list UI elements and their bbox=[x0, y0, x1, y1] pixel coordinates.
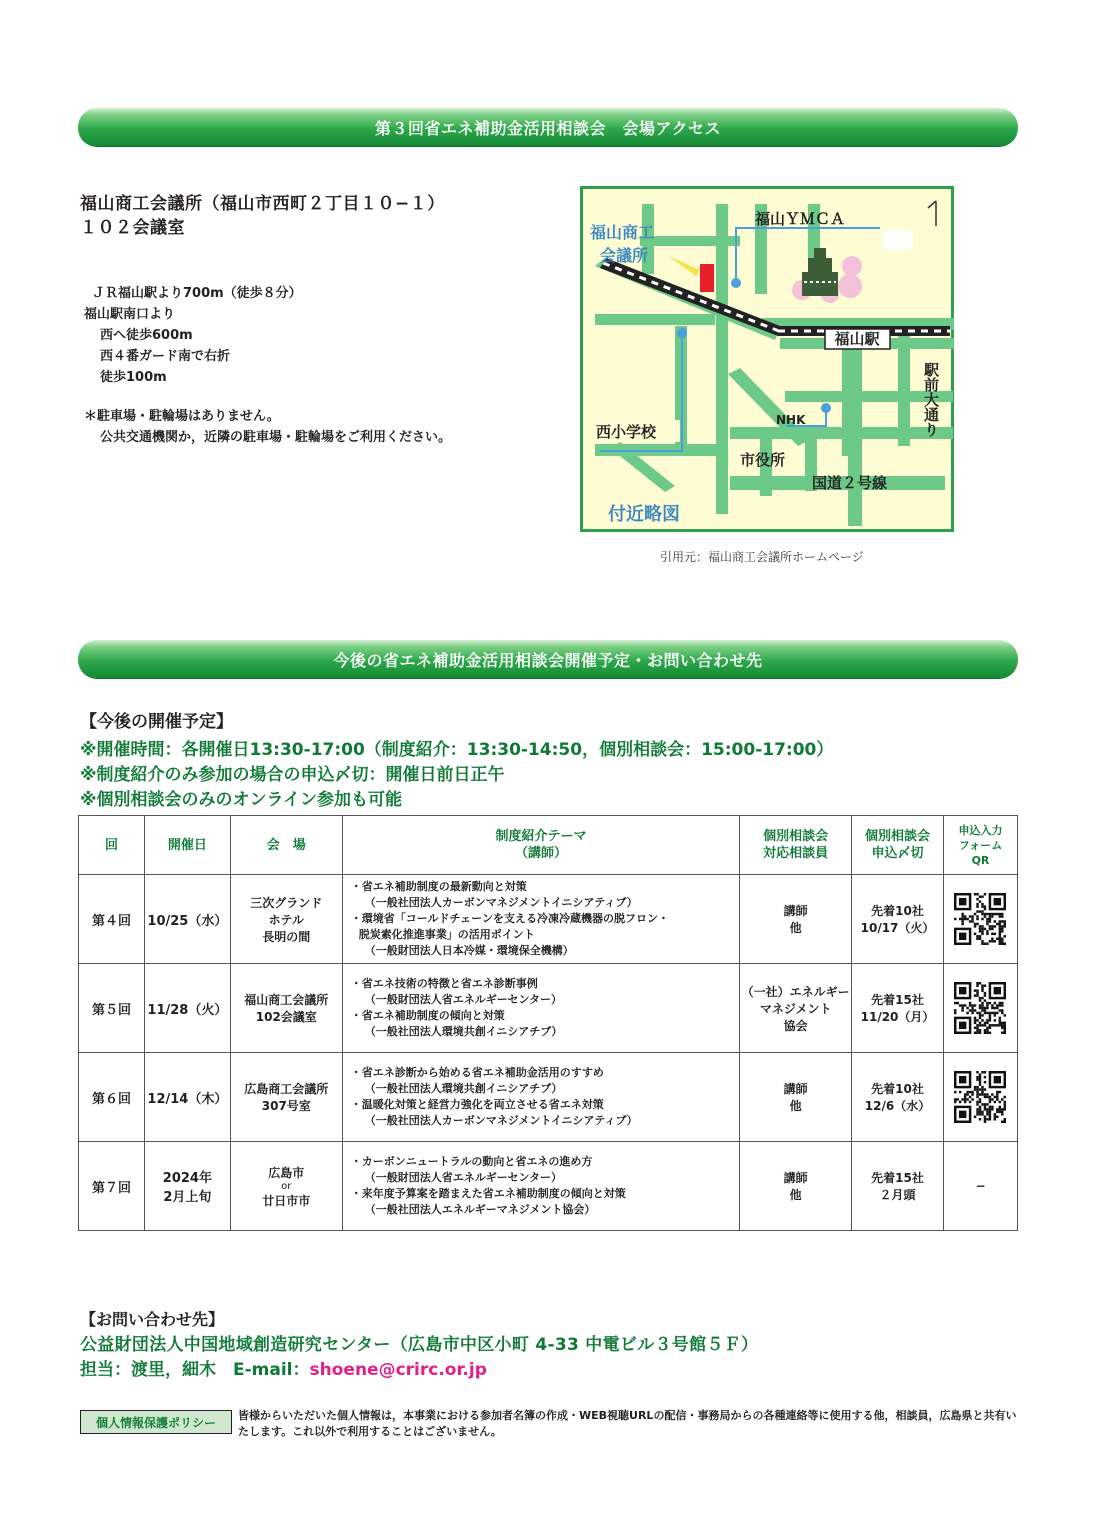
venue-cell: 広島商工会議所 307号室 bbox=[230, 1053, 342, 1142]
note-line: ※制度紹介のみ参加の場合の申込〆切：開催日前日正午 bbox=[80, 765, 505, 785]
date-cell: 12/14（木） bbox=[144, 1053, 230, 1142]
contact-heading: 【お問い合わせ先】 bbox=[80, 1310, 225, 1329]
round-cell: 第６回 bbox=[79, 1053, 145, 1142]
qr-code-icon[interactable] bbox=[954, 982, 1006, 1034]
date-cell: 2024年 2月上旬 bbox=[144, 1142, 230, 1231]
theme-cell: ・省エネ技術の特徴と省エネ診断事例 （一般財団法人省エネルギーセンター） ・省エネ補助制度の傾向と対策 （一般社団法人環境共創イニシアチブ） bbox=[342, 964, 739, 1053]
route2-label: 国道２号線 bbox=[812, 474, 888, 492]
deadline-cell: 先着15社 ２月頭 bbox=[852, 1142, 944, 1231]
ekimae-label: 駅前大通り bbox=[865, 362, 940, 380]
map-title: 付近略図 bbox=[608, 504, 680, 525]
round-cell: 第４回 bbox=[79, 875, 145, 964]
qr-cell[interactable] bbox=[943, 875, 1017, 964]
chamber-label: 福山商工 bbox=[590, 223, 655, 242]
email-link[interactable]: shoene@crirc.or.jp bbox=[309, 1360, 487, 1380]
access-line: 西４番ガード南で右折 bbox=[100, 349, 231, 364]
advisor-cell: 講師 他 bbox=[740, 1053, 852, 1142]
schedule-table bbox=[78, 815, 1018, 1231]
advisor-cell: 講師 他 bbox=[740, 875, 852, 964]
parking-line: ＊駐車場・駐輪場はありません。 bbox=[84, 409, 280, 424]
venue-address bbox=[80, 192, 445, 240]
nhk-label: NHK bbox=[776, 413, 806, 427]
room-line: １０２会議室 bbox=[80, 218, 185, 238]
theme-cell: ・省エネ補助制度の最新動向と対策 （一般社団法人カーボンマネジメントイニシアティブ） ・環境省「コールドチェーンを支える冷凍冷蔵機器の脱フロン・ 脱炭素化推進事業」の活用ポイント （一般財団法人日本冷媒・環境保全機構） bbox=[342, 875, 739, 964]
privacy-policy-badge: 個人情報保護ポリシー bbox=[80, 1410, 232, 1434]
deadline-cell: 先着10社 12/6（水） bbox=[852, 1053, 944, 1142]
table-row bbox=[79, 964, 1018, 1053]
map-blank-patch bbox=[883, 230, 913, 250]
advisor-cell: （一社）エネルギー マネジメント 協会 bbox=[740, 964, 852, 1053]
header-advisor: 個別相談会 対応相談員 bbox=[740, 816, 852, 875]
area-map bbox=[580, 186, 954, 532]
venue-cell: 三次グランド ホテル 長明の間 bbox=[230, 875, 342, 964]
qr-code-icon[interactable] bbox=[954, 893, 1006, 945]
venue-marker bbox=[700, 264, 714, 292]
header-theme: 制度紹介テーマ （講師） bbox=[342, 816, 739, 875]
venue-cell: 福山商工会議所 102会議室 bbox=[230, 964, 342, 1053]
theme-cell: ・省エネ診断から始める省エネ補助金活用のすすめ （一般社団法人環境共創イニシアチブ） ・温暖化対策と経営力強化を両立させる省エネ対策 （一般社団法人カーボンマネジメントイニシアティブ） bbox=[342, 1053, 739, 1142]
table-header-row bbox=[79, 816, 1018, 875]
table-row bbox=[79, 875, 1018, 964]
access-line: 西へ徒歩600m bbox=[100, 328, 193, 343]
header-qr: 申込入力 フォーム QR bbox=[943, 816, 1017, 875]
round-cell: 第５回 bbox=[79, 964, 145, 1053]
station-label: 福山駅 bbox=[834, 330, 880, 348]
header-date: 開催日 bbox=[144, 816, 230, 875]
address-line: 福山商工会議所（福山市西町２丁目１０−１） bbox=[80, 194, 445, 214]
header-venue: 会 場 bbox=[230, 816, 342, 875]
parking-note bbox=[84, 406, 451, 448]
header-round: 回 bbox=[79, 816, 145, 875]
parking-line: 公共交通機関か，近隣の駐車場・駐輪場をご利用ください。 bbox=[100, 430, 452, 445]
note-line: ※開催時間：各開催日13:30-17:00（制度紹介：13:30-14:50，個別相談会：15:00-17:00） bbox=[80, 740, 834, 760]
schedule-banner: 今後の省エネ補助金活用相談会開催予定・お問い合わせ先 bbox=[78, 640, 1018, 678]
schedule-notes bbox=[80, 738, 833, 813]
access-line: 福山駅南口より bbox=[84, 307, 176, 322]
school-label: 西小学校 bbox=[596, 423, 657, 441]
header-deadline: 個別相談会 申込〆切 bbox=[852, 816, 944, 875]
contact-person bbox=[80, 1355, 487, 1380]
schedule-heading: 【今後の開催予定】 bbox=[80, 712, 233, 732]
round-cell: 第７回 bbox=[79, 1142, 145, 1231]
advisor-cell: 講師 他 bbox=[740, 1142, 852, 1231]
chamber-label-2: 会議所 bbox=[600, 246, 649, 265]
table-row bbox=[79, 1053, 1018, 1142]
cityhall-label: 市役所 bbox=[740, 451, 786, 469]
access-directions bbox=[84, 283, 302, 388]
contact-person-label: 担当：渡里，細木 E-mail： bbox=[80, 1360, 310, 1380]
deadline-cell: 先着10社 10/17（火） bbox=[852, 875, 944, 964]
date-cell: 10/25（水） bbox=[144, 875, 230, 964]
ymca-label: 福山ＹＭＣＡ bbox=[755, 210, 846, 228]
privacy-policy-text: 皆様からいただいた個人情報は，本事業における参加者名簿の作成・WEB視聴URLの配信・事務局からの各種連絡等に使用する他，相談員，広島県と共有いたします。これ以外で利用することはございません。 bbox=[238, 1409, 1017, 1438]
access-banner: 第３回省エネ補助金活用相談会 会場アクセス bbox=[78, 108, 1018, 146]
venue-cell: 広島市 or 廿日市市 bbox=[230, 1142, 342, 1231]
map-caption: 引用元：福山商工会議所ホームページ bbox=[660, 550, 864, 564]
access-line: ＪＲ福山駅より700m（徒歩８分） bbox=[92, 286, 302, 301]
access-line: 徒歩100m bbox=[100, 370, 167, 385]
organization-name: 公益財団法人中国地域創造研究センター（広島市中区小町 4-33 中電ビル３号館５Ｆ） bbox=[80, 1335, 759, 1355]
table-row bbox=[79, 1142, 1018, 1231]
qr-cell: − bbox=[943, 1142, 1017, 1231]
date-cell: 11/28（火） bbox=[144, 964, 230, 1053]
area-map-svg bbox=[580, 186, 954, 532]
deadline-cell: 先着15社 11/20（月） bbox=[852, 964, 944, 1053]
note-line: ※個別相談会のみのオンライン参加も可能 bbox=[80, 790, 403, 810]
qr-cell[interactable] bbox=[943, 1053, 1017, 1142]
qr-cell[interactable] bbox=[943, 964, 1017, 1053]
qr-code-icon[interactable] bbox=[954, 1071, 1006, 1123]
theme-cell: ・カーボンニュートラルの動向と省エネの進め方 （一般財団法人省エネルギーセンター） ・来年度予算案を踏まえた省エネ補助制度の傾向と対策 （一般社団法人エネルギーマネジメント協会） bbox=[342, 1142, 739, 1231]
